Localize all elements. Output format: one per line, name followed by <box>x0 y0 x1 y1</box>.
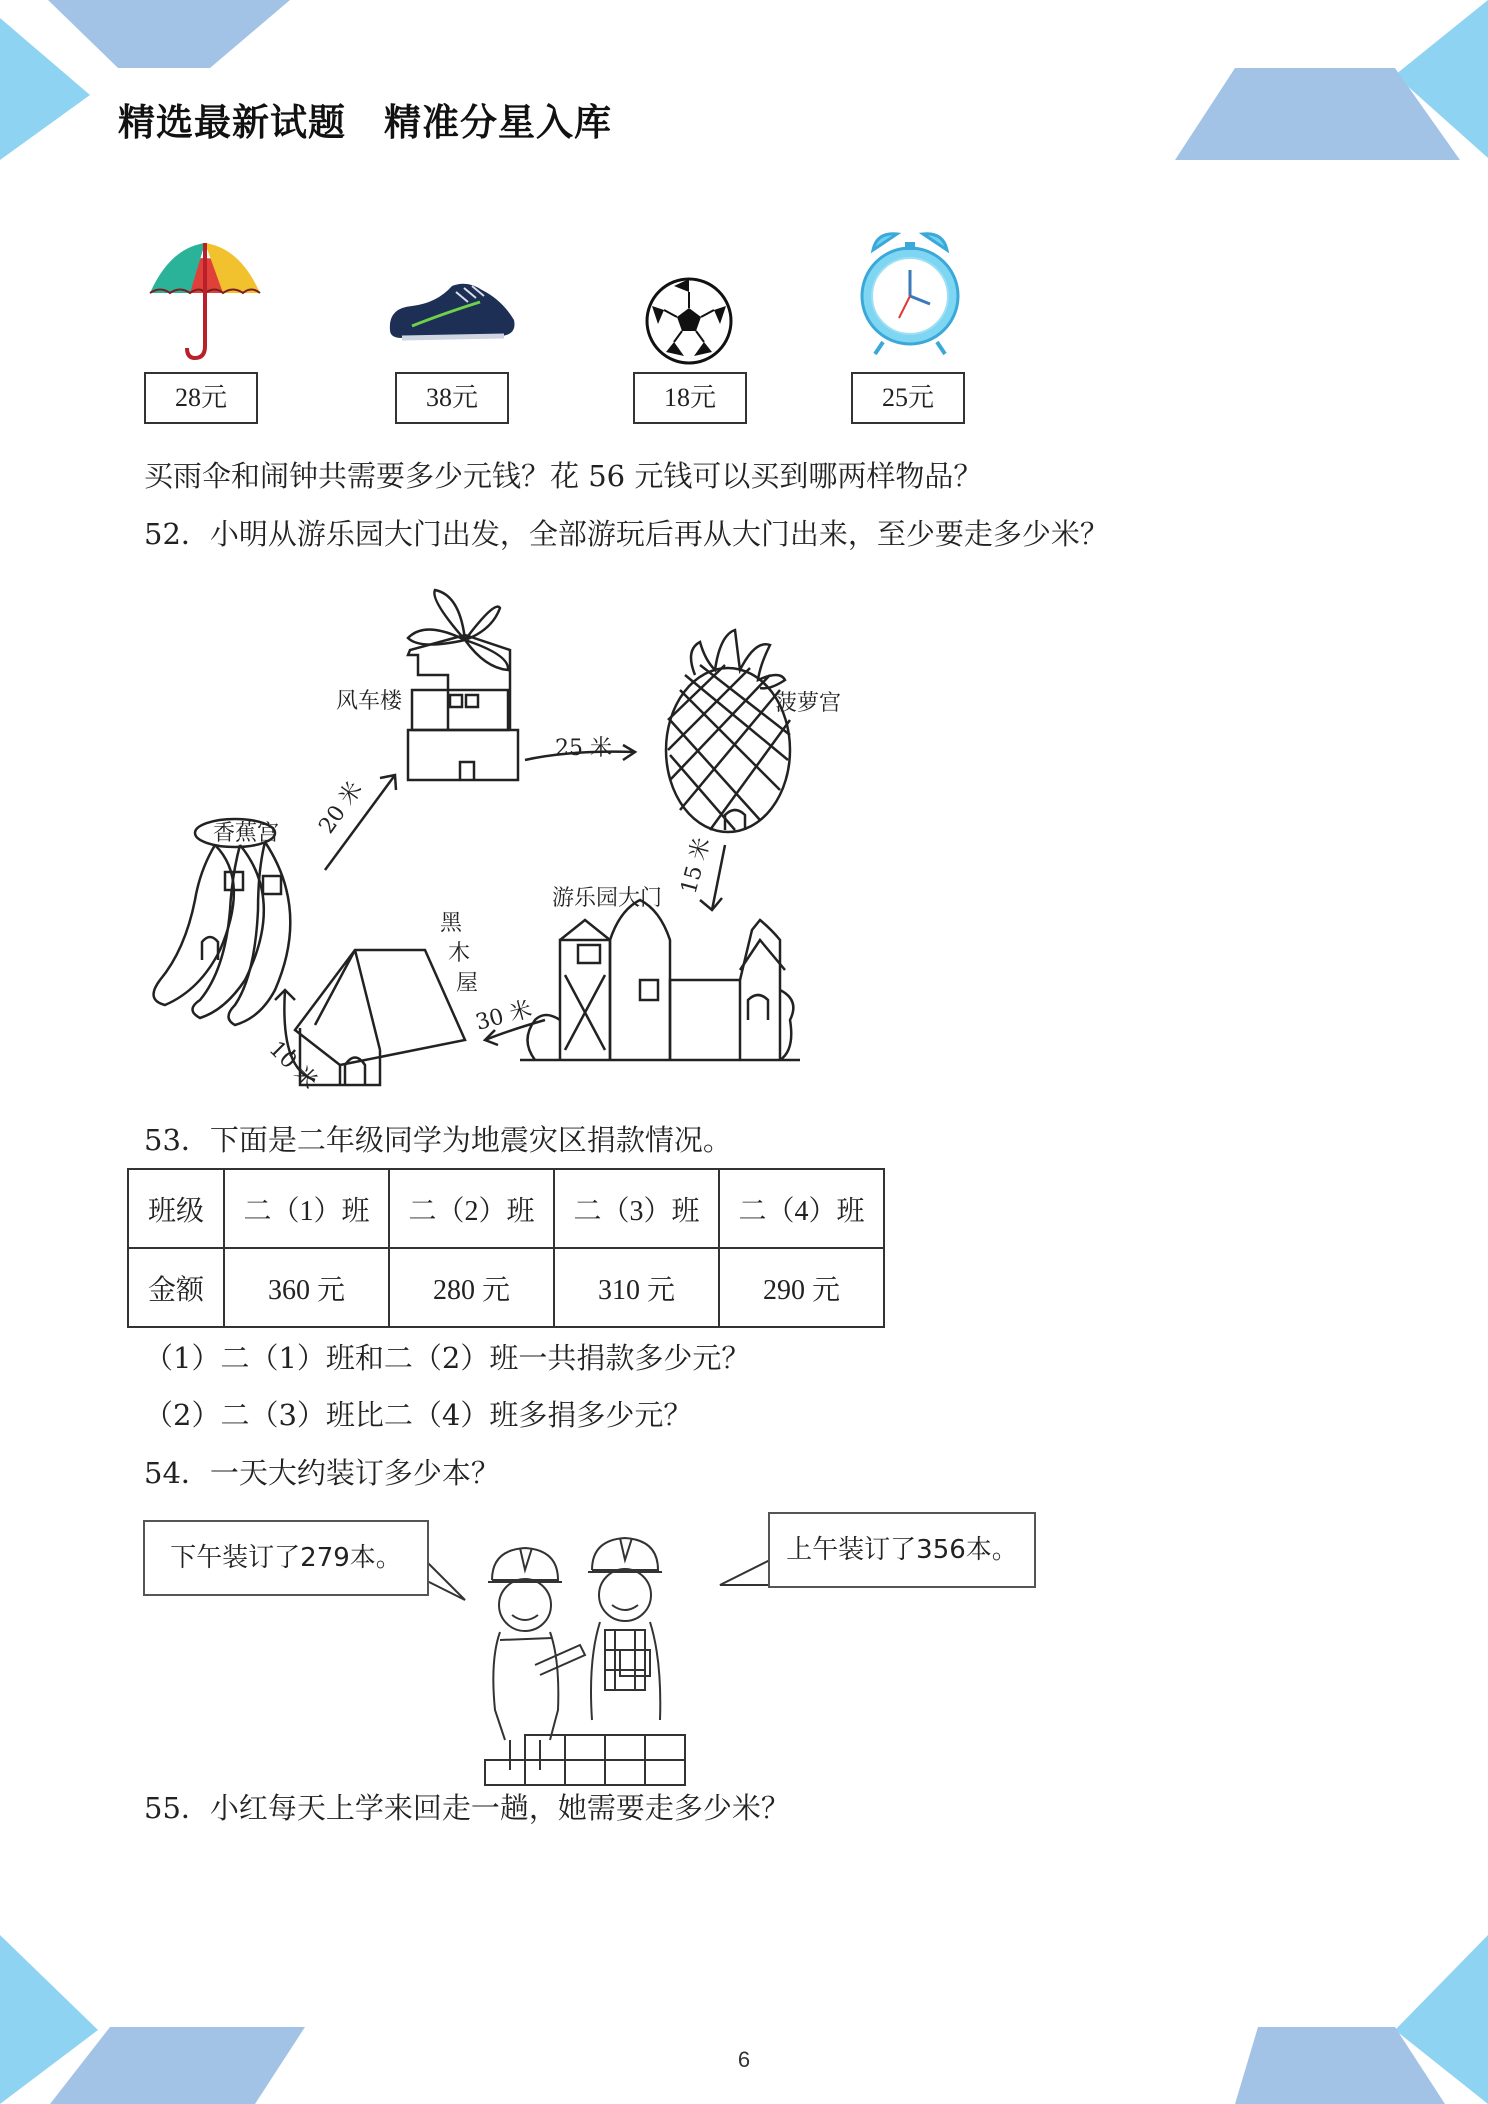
windmill-building <box>408 590 518 780</box>
worker-left <box>488 1548 585 1770</box>
price-tag-sneakers: 38元 <box>395 372 509 424</box>
label-blackhouse-3: 屋 <box>456 971 479 996</box>
label-gate: 游乐园大门 <box>552 886 663 911</box>
label-blackhouse-1: 黑 <box>440 911 463 936</box>
label-banana: 香蕉宫 <box>213 821 280 846</box>
speech-bubble-right: 上午装订了356本。 <box>768 1512 1036 1588</box>
alarm-clock-icon <box>855 228 965 358</box>
label-pineapple: 菠萝宫 <box>775 691 842 716</box>
table-cell: 280 元 <box>389 1248 554 1327</box>
question-53-text: 53．下面是二年级同学为地震灾区捐款情况。 <box>144 1123 732 1157</box>
distance-banana-windmill: 20 米 <box>314 777 368 839</box>
pineapple-palace <box>666 630 790 832</box>
bubble-tail-right <box>720 1560 770 1585</box>
question-53-sub2: （2）二（3）班比二（4）班多捐多少元？ <box>144 1398 693 1432</box>
question-51-text: 买雨伞和闹钟共需要多少元钱？花 56 元钱可以买到哪两样物品？ <box>144 459 983 493</box>
label-blackhouse-2: 木 <box>448 941 471 966</box>
price-tag-soccer-ball: 18元 <box>633 372 747 424</box>
distance-gate-blackhouse: 30 米 <box>473 996 535 1036</box>
park-gate-building <box>520 900 800 1060</box>
distance-blackhouse-banana: 10 米 <box>263 1036 322 1095</box>
question-55-text: 55．小红每天上学来回走一趟，她需要走多少米？ <box>144 1791 790 1825</box>
top-left-triangle <box>0 18 90 160</box>
table-cell: 290 元 <box>719 1248 884 1327</box>
top-left-trapezoid <box>48 0 290 68</box>
table-cell: 二（1）班 <box>224 1169 389 1248</box>
speech-bubble-left: 下午装订了279本。 <box>143 1520 429 1596</box>
table-cell: 二（4）班 <box>719 1169 884 1248</box>
price-tag-alarm-clock: 25元 <box>851 372 965 424</box>
black-wooden-house <box>290 950 465 1085</box>
table-cell: 360 元 <box>224 1248 389 1327</box>
page-number: 6 <box>737 2047 751 2072</box>
donation-table <box>127 1168 885 1328</box>
distance-windmill-pineapple: 25 米 <box>555 736 612 761</box>
bubble-tail-left <box>425 1560 465 1600</box>
table-cell: 二（3）班 <box>554 1169 719 1248</box>
soccer-ball-icon <box>644 276 734 366</box>
question-54-text: 54．一天大约装订多少本？ <box>144 1456 500 1490</box>
park-map <box>140 580 842 1100</box>
table-cell: 310 元 <box>554 1248 719 1327</box>
distance-pineapple-gate: 15 米 <box>676 835 716 897</box>
worker-right <box>588 1538 662 1720</box>
label-windmill: 风车楼 <box>336 689 403 714</box>
table-row <box>128 1248 884 1327</box>
banana-palace <box>154 819 291 1025</box>
table-cell: 班级 <box>128 1169 224 1248</box>
table-row <box>128 1169 884 1248</box>
header-title: 精选最新试题 精准分星入库 <box>118 101 612 144</box>
table-cell: 金额 <box>128 1248 224 1327</box>
question-53-sub1: （1）二（1）班和二（2）班一共捐款多少元？ <box>144 1341 751 1375</box>
umbrella-icon <box>145 238 265 363</box>
price-tag-umbrella: 28元 <box>144 372 258 424</box>
brick-wall <box>485 1735 685 1785</box>
sneakers-icon <box>382 278 522 348</box>
table-cell: 二（2）班 <box>389 1169 554 1248</box>
question-52-text: 52．小明从游乐园大门出发，全部游玩后再从大门出来，至少要走多少米？ <box>144 517 1109 551</box>
